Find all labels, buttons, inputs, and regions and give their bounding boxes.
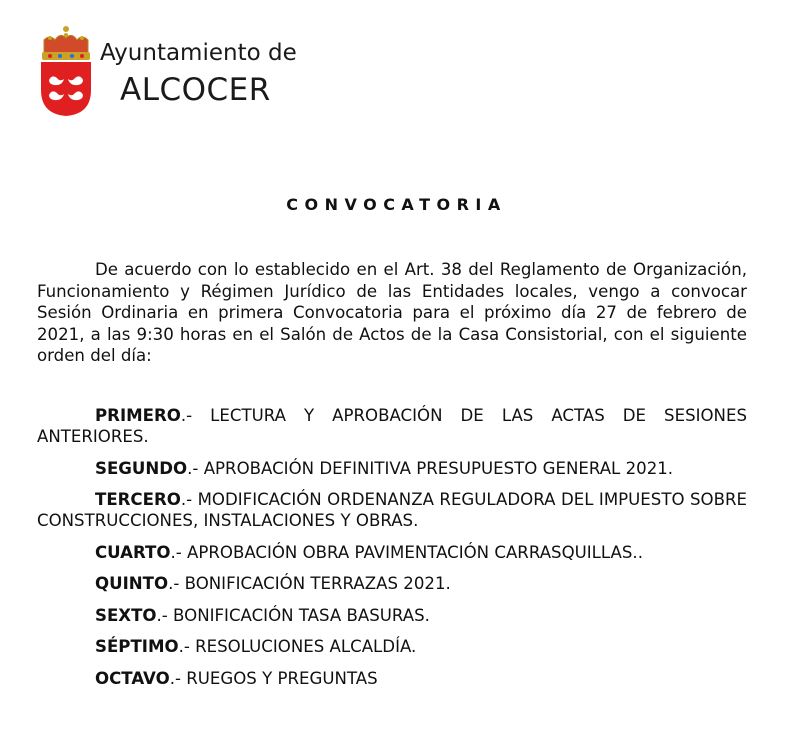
agenda-ordinal: SEXTO [95,605,157,625]
agenda-text: .- BONIFICACIÓN TASA BASURAS. [156,605,430,625]
agenda-text: .- MODIFICACIÓN ORDENANZA REGULADORA DEL IMPUESTO SOBRE CONSTRUCCIONES, INSTALACIONES Y OBRAS. [37,490,747,530]
agenda-list [37,405,747,699]
organization-name-line2: ALCOCER [120,72,271,108]
agenda-text: .- BONIFICACIÓN TERRAZAS 2021. [168,574,451,593]
agenda-ordinal: SÉPTIMO [95,637,179,656]
agenda-text: .- APROBACIÓN DEFINITIVA PRESUPUESTO GENERAL 2021. [187,458,674,478]
organization-name-line1: Ayuntamiento de [100,40,297,66]
intro-paragraph: De acuerdo con lo establecido en el Art. 38 del Reglamento de Organización, Funcionamiento y Régimen Jurídico de las Entidades locales, vengo a convocar Sesión Ordinaria en primera Convocatoria para el próximo día 27 de febrero de 2021, a las 9:30 horas en el Salón de Actos de la Casa Consistorial, con el siguiente orden del día: [37,260,747,365]
agenda-item [37,636,747,657]
agenda-text: .- LECTURA Y APROBACIÓN DE LAS ACTAS DE SESIONES ANTERIORES. [37,406,747,446]
agenda-item [37,605,747,626]
agenda-ordinal: QUINTO [95,574,169,593]
agenda-ordinal: SEGUNDO [95,458,188,478]
agenda-text: .- RUEGOS Y PREGUNTAS [169,668,378,688]
agenda-item [37,489,747,531]
agenda-item [37,405,747,447]
agenda-text: .- RESOLUCIONES ALCALDÍA. [178,637,417,656]
document-title: CONVOCATORIA [286,195,507,214]
agenda-ordinal: TERCERO [95,490,181,509]
agenda-ordinal: PRIMERO [95,406,181,425]
agenda-item [37,573,747,594]
letterhead [38,24,338,124]
agenda-item [37,458,747,479]
agenda-item [37,668,747,689]
agenda-item [37,542,747,563]
agenda-ordinal: OCTAVO [95,668,170,688]
municipal-coat-of-arms-icon [38,24,94,118]
agenda-ordinal: CUARTO [95,542,171,562]
agenda-text: .- APROBACIÓN OBRA PAVIMENTACIÓN CARRASQUILLAS.. [170,542,643,562]
